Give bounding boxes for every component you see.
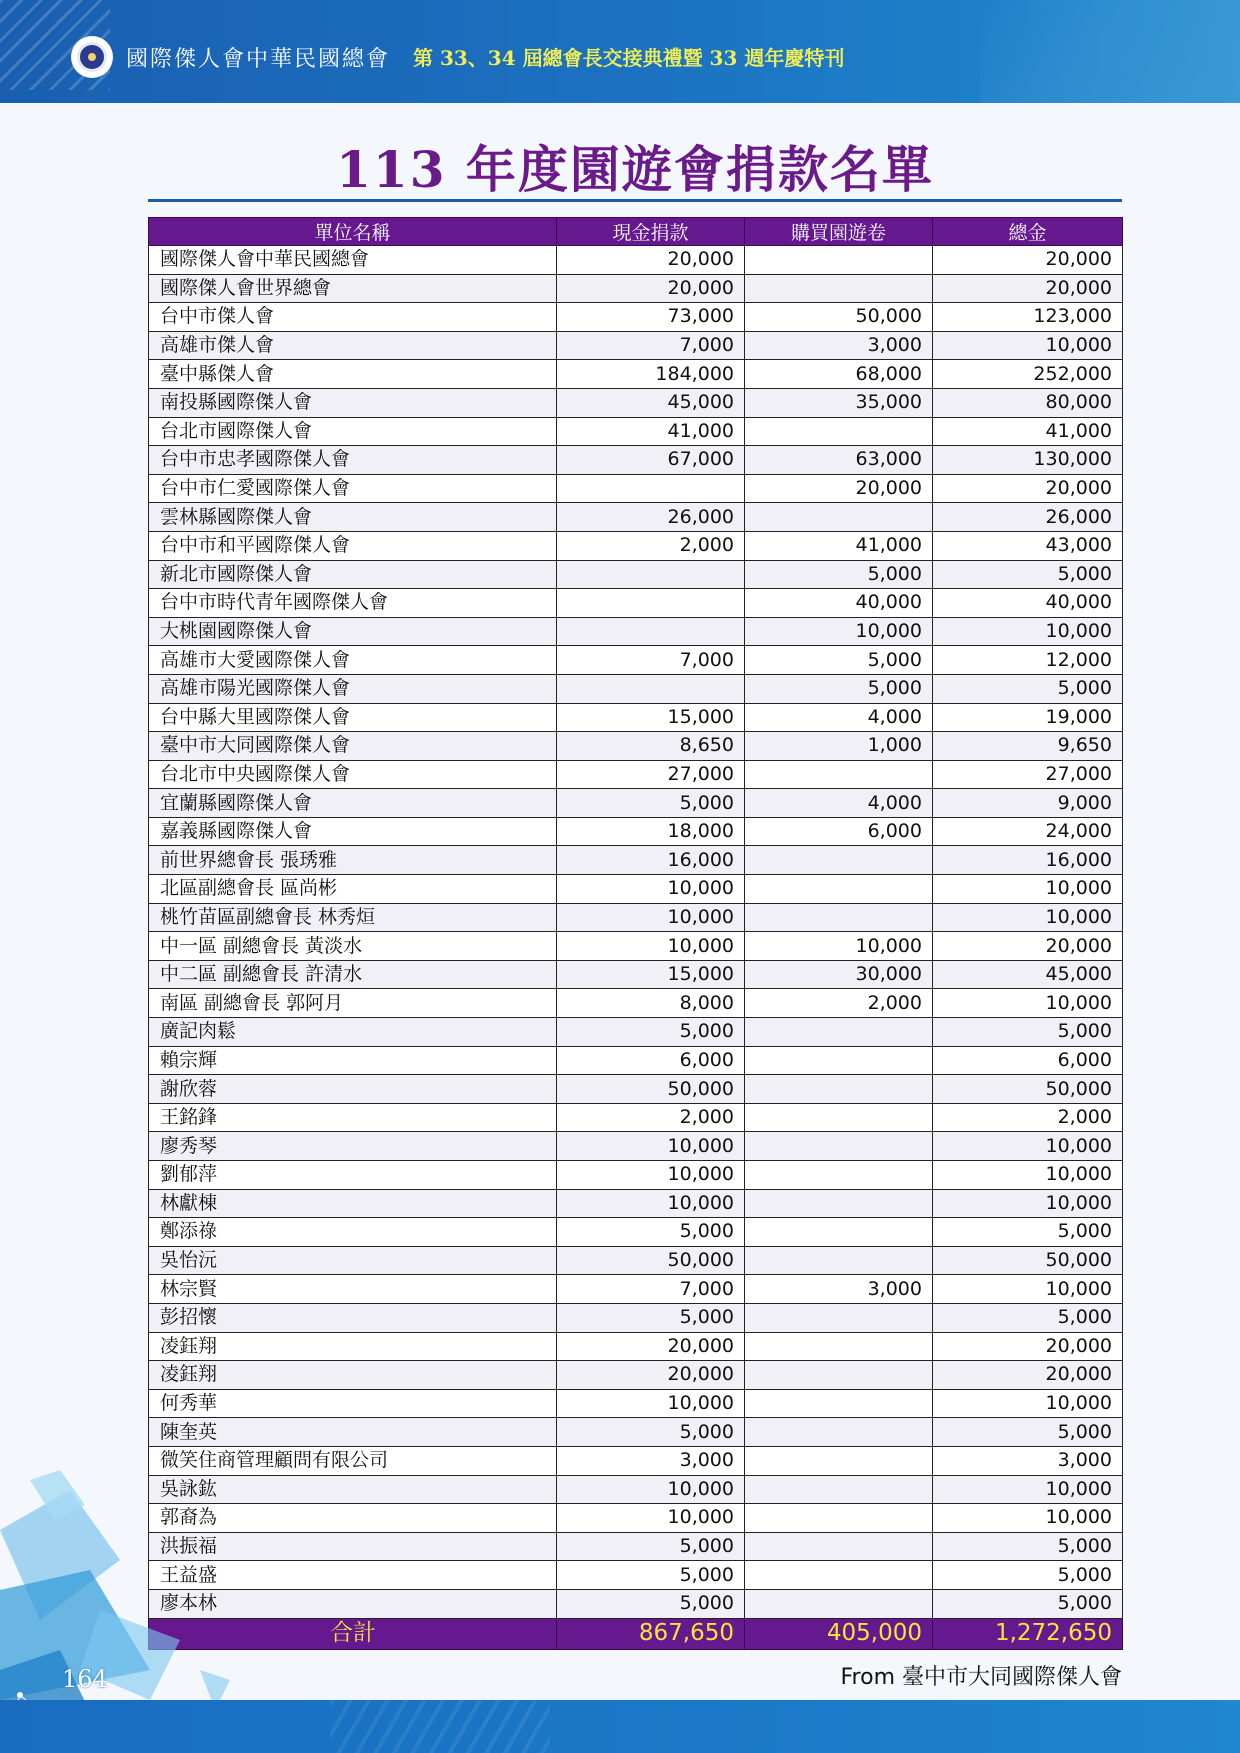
ticket-purchase-cell: 6,000 <box>745 817 933 846</box>
cash-donation-cell <box>557 617 745 646</box>
cash-donation-cell: 10,000 <box>557 1504 745 1533</box>
table-row <box>149 531 1123 560</box>
unit-name-cell: 北區副總會長 區尚彬 <box>149 875 557 904</box>
cash-donation-cell: 20,000 <box>557 274 745 303</box>
table-row <box>149 646 1123 675</box>
cash-donation-cell: 27,000 <box>557 760 745 789</box>
cash-donation-cell: 5,000 <box>557 1561 745 1590</box>
ticket-purchase-cell <box>745 1218 933 1247</box>
total-cell: 10,000 <box>933 1132 1123 1161</box>
ticket-purchase-cell <box>745 1561 933 1590</box>
table-row <box>149 1218 1123 1247</box>
cash-donation-cell: 26,000 <box>557 503 745 532</box>
table-row <box>149 1189 1123 1218</box>
ticket-purchase-cell <box>745 1303 933 1332</box>
unit-name-cell: 彭招懷 <box>149 1303 557 1332</box>
total-cell: 9,000 <box>933 789 1123 818</box>
cash-donation-cell: 16,000 <box>557 846 745 875</box>
table-row <box>149 246 1123 275</box>
cash-donation-cell: 5,000 <box>557 1303 745 1332</box>
unit-name-cell: 中二區 副總會長 許清水 <box>149 960 557 989</box>
total-cell: 40,000 <box>933 589 1123 618</box>
unit-name-cell: 台北市國際傑人會 <box>149 417 557 446</box>
total-cell: 5,000 <box>933 674 1123 703</box>
cash-donation-cell: 2,000 <box>557 531 745 560</box>
table-row <box>149 274 1123 303</box>
cash-donation-cell: 50,000 <box>557 1075 745 1104</box>
unit-name-cell: 高雄市大愛國際傑人會 <box>149 646 557 675</box>
unit-name-cell: 何秀華 <box>149 1389 557 1418</box>
total-cell: 9,650 <box>933 732 1123 761</box>
ticket-purchase-cell <box>745 1103 933 1132</box>
table-row <box>149 703 1123 732</box>
unit-name-cell: 廣記肉鬆 <box>149 1018 557 1047</box>
table-row <box>149 789 1123 818</box>
ticket-purchase-cell <box>745 1475 933 1504</box>
cash-donation-cell: 8,000 <box>557 989 745 1018</box>
total-cell: 16,000 <box>933 846 1123 875</box>
total-tickets: 405,000 <box>745 1618 933 1649</box>
table-row <box>149 1389 1123 1418</box>
cash-donation-cell <box>557 589 745 618</box>
total-cell: 5,000 <box>933 1018 1123 1047</box>
total-cell: 10,000 <box>933 875 1123 904</box>
cash-donation-cell: 10,000 <box>557 1475 745 1504</box>
ticket-purchase-cell: 35,000 <box>745 388 933 417</box>
cash-donation-cell <box>557 474 745 503</box>
table-row <box>149 303 1123 332</box>
cash-donation-cell: 41,000 <box>557 417 745 446</box>
cash-donation-cell: 20,000 <box>557 1332 745 1361</box>
cash-donation-cell: 5,000 <box>557 1218 745 1247</box>
unit-name-cell: 台中市仁愛國際傑人會 <box>149 474 557 503</box>
total-sum: 1,272,650 <box>933 1618 1123 1649</box>
ticket-purchase-cell: 30,000 <box>745 960 933 989</box>
total-label: 合計 <box>149 1618 557 1649</box>
unit-name-cell: 嘉義縣國際傑人會 <box>149 817 557 846</box>
total-cell: 5,000 <box>933 1589 1123 1618</box>
table-row <box>149 760 1123 789</box>
unit-name-cell: 王益盛 <box>149 1561 557 1590</box>
total-cell: 50,000 <box>933 1246 1123 1275</box>
unit-name-cell: 台中市忠孝國際傑人會 <box>149 446 557 475</box>
unit-name-cell: 臺中市大同國際傑人會 <box>149 732 557 761</box>
table-row <box>149 732 1123 761</box>
total-cell: 5,000 <box>933 1418 1123 1447</box>
cash-donation-cell: 67,000 <box>557 446 745 475</box>
cash-donation-cell: 15,000 <box>557 703 745 732</box>
total-cell: 10,000 <box>933 989 1123 1018</box>
table-row <box>149 1046 1123 1075</box>
cash-donation-cell: 6,000 <box>557 1046 745 1075</box>
ticket-purchase-cell <box>745 760 933 789</box>
unit-name-cell: 廖秀琴 <box>149 1132 557 1161</box>
ticket-purchase-cell <box>745 903 933 932</box>
table-row <box>149 1246 1123 1275</box>
ticket-purchase-cell: 41,000 <box>745 531 933 560</box>
table-row <box>149 1132 1123 1161</box>
ticket-purchase-cell: 5,000 <box>745 674 933 703</box>
total-cell: 2,000 <box>933 1103 1123 1132</box>
ticket-purchase-cell: 20,000 <box>745 474 933 503</box>
ticket-purchase-cell <box>745 1075 933 1104</box>
total-cell: 10,000 <box>933 1161 1123 1190</box>
unit-name-cell: 台中市傑人會 <box>149 303 557 332</box>
total-cell: 10,000 <box>933 617 1123 646</box>
source-note: From 臺中市大同國際傑人會 <box>840 1665 1122 1690</box>
total-cell: 80,000 <box>933 388 1123 417</box>
total-cell: 20,000 <box>933 1332 1123 1361</box>
ticket-purchase-cell: 10,000 <box>745 932 933 961</box>
unit-name-cell: 凌鈺翔 <box>149 1361 557 1390</box>
table-row <box>149 360 1123 389</box>
table-row <box>149 989 1123 1018</box>
total-cell: 12,000 <box>933 646 1123 675</box>
unit-name-cell: 微笑住商管理顧問有限公司 <box>149 1446 557 1475</box>
cash-donation-cell: 10,000 <box>557 875 745 904</box>
ticket-purchase-cell <box>745 1046 933 1075</box>
total-cell: 41,000 <box>933 417 1123 446</box>
table-row <box>149 1332 1123 1361</box>
table-row <box>149 388 1123 417</box>
cash-donation-cell: 45,000 <box>557 388 745 417</box>
unit-name-cell: 劉郁萍 <box>149 1161 557 1190</box>
cash-donation-cell: 5,000 <box>557 789 745 818</box>
total-cell: 130,000 <box>933 446 1123 475</box>
ticket-purchase-cell <box>745 1018 933 1047</box>
total-cell: 252,000 <box>933 360 1123 389</box>
ticket-purchase-cell: 68,000 <box>745 360 933 389</box>
table-row <box>149 1018 1123 1047</box>
total-cell: 43,000 <box>933 531 1123 560</box>
total-cell: 10,000 <box>933 1389 1123 1418</box>
table-row <box>149 589 1123 618</box>
ticket-purchase-cell: 4,000 <box>745 703 933 732</box>
ticket-purchase-cell <box>745 1532 933 1561</box>
total-cell: 20,000 <box>933 932 1123 961</box>
table-row <box>149 1275 1123 1304</box>
total-cash: 867,650 <box>557 1618 745 1649</box>
page-title: 113 年度園遊會捐款名單 <box>336 140 934 199</box>
ticket-purchase-cell: 4,000 <box>745 789 933 818</box>
cash-donation-cell: 3,000 <box>557 1446 745 1475</box>
cash-donation-cell: 10,000 <box>557 903 745 932</box>
unit-name-cell: 台中市時代青年國際傑人會 <box>149 589 557 618</box>
ticket-purchase-cell <box>745 1446 933 1475</box>
cash-donation-cell: 10,000 <box>557 932 745 961</box>
total-cell: 20,000 <box>933 246 1123 275</box>
table-row <box>149 1103 1123 1132</box>
cash-donation-cell: 73,000 <box>557 303 745 332</box>
total-cell: 6,000 <box>933 1046 1123 1075</box>
table-row <box>149 446 1123 475</box>
cash-donation-cell: 10,000 <box>557 1132 745 1161</box>
cash-donation-cell: 5,000 <box>557 1532 745 1561</box>
footer-stripes-decoration <box>330 1700 550 1753</box>
ticket-purchase-cell: 2,000 <box>745 989 933 1018</box>
unit-name-cell: 台北市中央國際傑人會 <box>149 760 557 789</box>
table-row <box>149 1075 1123 1104</box>
unit-name-cell: 南區 副總會長 郭阿月 <box>149 989 557 1018</box>
total-cell: 10,000 <box>933 1475 1123 1504</box>
table-row <box>149 817 1123 846</box>
organization-name: 國際傑人會中華民國總會 <box>126 47 391 72</box>
table-row <box>149 903 1123 932</box>
unit-name-cell: 賴宗輝 <box>149 1046 557 1075</box>
cash-donation-cell: 10,000 <box>557 1161 745 1190</box>
cash-donation-cell: 7,000 <box>557 646 745 675</box>
total-cell: 10,000 <box>933 1275 1123 1304</box>
cash-donation-cell: 7,000 <box>557 331 745 360</box>
cash-donation-cell: 20,000 <box>557 1361 745 1390</box>
total-cell: 20,000 <box>933 474 1123 503</box>
total-cell: 5,000 <box>933 1218 1123 1247</box>
ticket-purchase-cell <box>745 1246 933 1275</box>
total-cell: 10,000 <box>933 1504 1123 1533</box>
total-cell: 5,000 <box>933 1561 1123 1590</box>
total-cell: 3,000 <box>933 1446 1123 1475</box>
unit-name-cell: 南投縣國際傑人會 <box>149 388 557 417</box>
header-gradient-decoration <box>980 0 1240 103</box>
total-cell: 5,000 <box>933 560 1123 589</box>
ticket-purchase-cell <box>745 1132 933 1161</box>
total-cell: 123,000 <box>933 303 1123 332</box>
cash-donation-cell: 5,000 <box>557 1018 745 1047</box>
table-row <box>149 846 1123 875</box>
footer-band <box>0 1700 1240 1753</box>
ticket-purchase-cell <box>745 1361 933 1390</box>
table-row <box>149 1161 1123 1190</box>
cash-donation-cell <box>557 674 745 703</box>
total-cell: 19,000 <box>933 703 1123 732</box>
ticket-purchase-cell <box>745 1332 933 1361</box>
ticket-purchase-cell: 5,000 <box>745 560 933 589</box>
unit-name-cell: 中一區 副總會長 黃淡水 <box>149 932 557 961</box>
unit-name-cell: 台中市和平國際傑人會 <box>149 531 557 560</box>
unit-name-cell: 國際傑人會世界總會 <box>149 274 557 303</box>
header-band <box>0 0 1240 103</box>
issue-title: 第 33、34 屆總會長交接典禮暨 33 週年慶特刊 <box>413 46 845 70</box>
table-row <box>149 875 1123 904</box>
total-cell: 10,000 <box>933 331 1123 360</box>
table-row <box>149 932 1123 961</box>
table-row <box>149 474 1123 503</box>
unit-name-cell: 鄭添祿 <box>149 1218 557 1247</box>
table-row <box>149 617 1123 646</box>
unit-name-cell: 臺中縣傑人會 <box>149 360 557 389</box>
total-cell: 5,000 <box>933 1532 1123 1561</box>
unit-name-cell: 吳怡沅 <box>149 1246 557 1275</box>
ticket-purchase-cell <box>745 1504 933 1533</box>
unit-name-cell: 林宗賢 <box>149 1275 557 1304</box>
unit-name-cell: 林獻棟 <box>149 1189 557 1218</box>
cash-donation-cell <box>557 560 745 589</box>
unit-name-cell: 郭裔為 <box>149 1504 557 1533</box>
total-cell: 27,000 <box>933 760 1123 789</box>
ticket-purchase-cell: 10,000 <box>745 617 933 646</box>
unit-name-cell: 凌鈺翔 <box>149 1332 557 1361</box>
total-cell: 5,000 <box>933 1303 1123 1332</box>
ticket-purchase-cell <box>745 1389 933 1418</box>
cash-donation-cell: 184,000 <box>557 360 745 389</box>
column-header-cash-donation: 現金捐款 <box>557 218 745 246</box>
total-cell: 50,000 <box>933 1075 1123 1104</box>
cash-donation-cell: 5,000 <box>557 1418 745 1447</box>
ticket-purchase-cell <box>745 875 933 904</box>
unit-name-cell: 高雄市陽光國際傑人會 <box>149 674 557 703</box>
cash-donation-cell: 10,000 <box>557 1189 745 1218</box>
ticket-purchase-cell: 63,000 <box>745 446 933 475</box>
unit-name-cell: 雲林縣國際傑人會 <box>149 503 557 532</box>
table-row <box>149 503 1123 532</box>
unit-name-cell: 新北市國際傑人會 <box>149 560 557 589</box>
total-cell: 10,000 <box>933 903 1123 932</box>
ticket-purchase-cell: 50,000 <box>745 303 933 332</box>
ticket-purchase-cell <box>745 503 933 532</box>
unit-name-cell: 國際傑人會中華民國總會 <box>149 246 557 275</box>
table-row <box>149 1303 1123 1332</box>
unit-name-cell: 吳詠鈜 <box>149 1475 557 1504</box>
table-header-row <box>149 218 1123 246</box>
cash-donation-cell: 5,000 <box>557 1589 745 1618</box>
cash-donation-cell: 7,000 <box>557 1275 745 1304</box>
ticket-purchase-cell: 3,000 <box>745 1275 933 1304</box>
table-row <box>149 331 1123 360</box>
unit-name-cell: 高雄市傑人會 <box>149 331 557 360</box>
donation-table <box>148 217 1123 1650</box>
title-underline <box>148 199 1122 202</box>
table-row <box>149 1361 1123 1390</box>
unit-name-cell: 陳奎英 <box>149 1418 557 1447</box>
total-cell: 10,000 <box>933 1189 1123 1218</box>
cash-donation-cell: 2,000 <box>557 1103 745 1132</box>
cash-donation-cell: 50,000 <box>557 1246 745 1275</box>
donation-rows <box>149 246 1123 1619</box>
cash-donation-cell: 18,000 <box>557 817 745 846</box>
table-row <box>149 417 1123 446</box>
ticket-purchase-cell <box>745 417 933 446</box>
total-cell: 20,000 <box>933 274 1123 303</box>
ticket-purchase-cell: 40,000 <box>745 589 933 618</box>
total-cell: 20,000 <box>933 1361 1123 1390</box>
unit-name-cell: 謝欣蓉 <box>149 1075 557 1104</box>
page-number: 164 <box>62 1665 108 1693</box>
organization-logo-icon <box>71 36 113 78</box>
table-row <box>149 960 1123 989</box>
ticket-purchase-cell: 5,000 <box>745 646 933 675</box>
unit-name-cell: 桃竹苗區副總會長 林秀烜 <box>149 903 557 932</box>
unit-name-cell: 王銘鋒 <box>149 1103 557 1132</box>
table-row <box>149 560 1123 589</box>
ticket-purchase-cell: 3,000 <box>745 331 933 360</box>
unit-name-cell: 大桃園國際傑人會 <box>149 617 557 646</box>
ticket-purchase-cell <box>745 1589 933 1618</box>
ticket-purchase-cell <box>745 274 933 303</box>
ticket-purchase-cell <box>745 846 933 875</box>
column-header-total: 總金 <box>933 218 1123 246</box>
unit-name-cell: 宜蘭縣國際傑人會 <box>149 789 557 818</box>
unit-name-cell: 洪振福 <box>149 1532 557 1561</box>
table-row <box>149 1418 1123 1447</box>
column-header-unit-name: 單位名稱 <box>149 218 557 246</box>
column-header-ticket-purchase: 購買園遊卷 <box>745 218 933 246</box>
unit-name-cell: 廖本林 <box>149 1589 557 1618</box>
cash-donation-cell: 10,000 <box>557 1389 745 1418</box>
cash-donation-cell: 20,000 <box>557 246 745 275</box>
total-cell: 24,000 <box>933 817 1123 846</box>
total-cell: 26,000 <box>933 503 1123 532</box>
table-row <box>149 674 1123 703</box>
ticket-purchase-cell <box>745 1189 933 1218</box>
ticket-purchase-cell: 1,000 <box>745 732 933 761</box>
cash-donation-cell: 8,650 <box>557 732 745 761</box>
ticket-purchase-cell <box>745 1418 933 1447</box>
ticket-purchase-cell <box>745 1161 933 1190</box>
unit-name-cell: 前世界總會長 張琇雅 <box>149 846 557 875</box>
total-cell: 45,000 <box>933 960 1123 989</box>
unit-name-cell: 台中縣大里國際傑人會 <box>149 703 557 732</box>
cash-donation-cell: 15,000 <box>557 960 745 989</box>
ticket-purchase-cell <box>745 246 933 275</box>
